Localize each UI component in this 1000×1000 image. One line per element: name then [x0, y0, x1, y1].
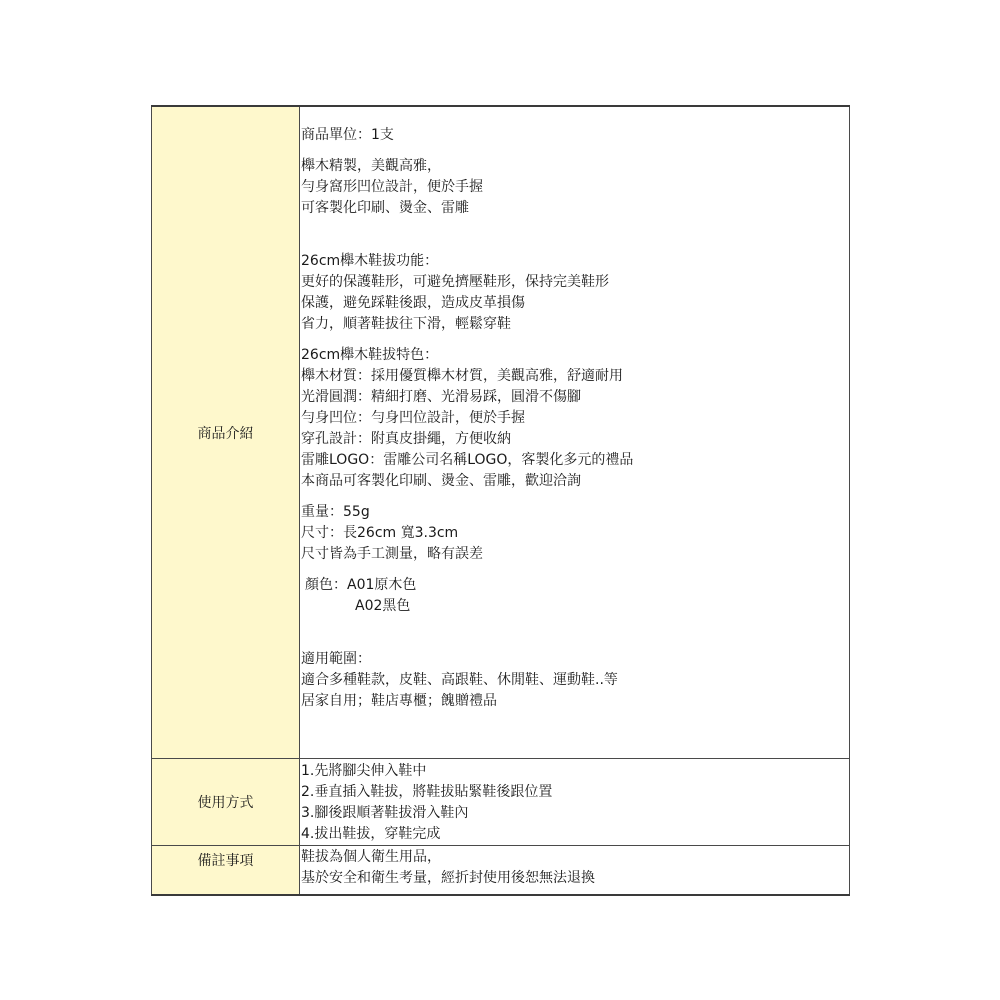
usage-label: 使用方式	[152, 759, 300, 846]
usage-content	[300, 759, 850, 846]
feature-title: 26cm櫸木鞋拔特色：	[301, 347, 439, 363]
function-line: 更好的保護鞋形，可避免擠壓鞋形，保持完美鞋形	[301, 274, 609, 290]
usage-step: 1.先將腳尖伸入鞋中	[301, 763, 427, 779]
product-unit-text: 商品單位：1支	[301, 127, 394, 143]
intro-line: 勻身窩形凹位設計，便於手握	[301, 179, 483, 195]
feature-line: 穿孔設計：附真皮掛繩，方便收納	[301, 431, 511, 447]
intro-line: 櫸木精製，美觀高雅，	[301, 158, 441, 174]
feature-line: 勻身凹位：勻身凹位設計，便於手握	[301, 410, 525, 426]
usage-step: 2.垂直插入鞋拔，將鞋拔貼緊鞋後跟位置	[301, 784, 553, 800]
feature-line: 光滑圓潤：精細打磨、光滑易踩，圓滑不傷腳	[301, 389, 581, 405]
weight-text: 重量：55g	[301, 504, 370, 520]
product-spec-table	[151, 105, 850, 896]
feature-line: 櫸木材質：採用優質櫸木材質，美觀高雅，舒適耐用	[301, 368, 623, 384]
feature-line: 本商品可客製化印刷、燙金、雷雕，歡迎洽詢	[301, 473, 581, 489]
function-title: 26cm櫸木鞋拔功能：	[301, 253, 439, 269]
intro-line: 可客製化印刷、燙金、雷雕	[301, 200, 469, 216]
size-note-text: 尺寸皆為手工測量，略有誤差	[301, 546, 483, 562]
color-option-1: 顏色：A01原木色	[305, 577, 417, 593]
color-option-2: A02黑色	[355, 598, 411, 614]
notes-row	[152, 846, 850, 896]
notes-line: 鞋拔為個人衛生用品，	[301, 849, 441, 865]
feature-line: 雷雕LOGO：雷雕公司名稱LOGO，客製化多元的禮品	[301, 452, 634, 468]
notes-line: 基於安全和衛生考量，經折封使用後恕無法退換	[301, 870, 595, 886]
usage-step: 3.腳後跟順著鞋拔滑入鞋內	[301, 805, 469, 821]
scope-line: 居家自用；鞋店專櫃；餽贈禮品	[301, 693, 497, 709]
scope-line: 適合多種鞋款，皮鞋、高跟鞋、休閒鞋、運動鞋..等	[301, 672, 618, 688]
function-line: 省力，順著鞋拔往下滑，輕鬆穿鞋	[301, 316, 511, 332]
size-text: 尺寸：長26cm 寬3.3cm	[301, 525, 459, 541]
scope-title: 適用範圍：	[301, 651, 371, 667]
notes-content	[300, 846, 850, 896]
product-intro-label: 商品介紹	[152, 106, 300, 759]
product-intro-row	[152, 106, 850, 759]
product-intro-content	[300, 106, 850, 759]
usage-row	[152, 759, 850, 846]
function-line: 保護，避免踩鞋後跟，造成皮革損傷	[301, 295, 525, 311]
notes-label: 備註事項	[152, 846, 300, 896]
usage-step: 4.拔出鞋拔，穿鞋完成	[301, 826, 441, 842]
